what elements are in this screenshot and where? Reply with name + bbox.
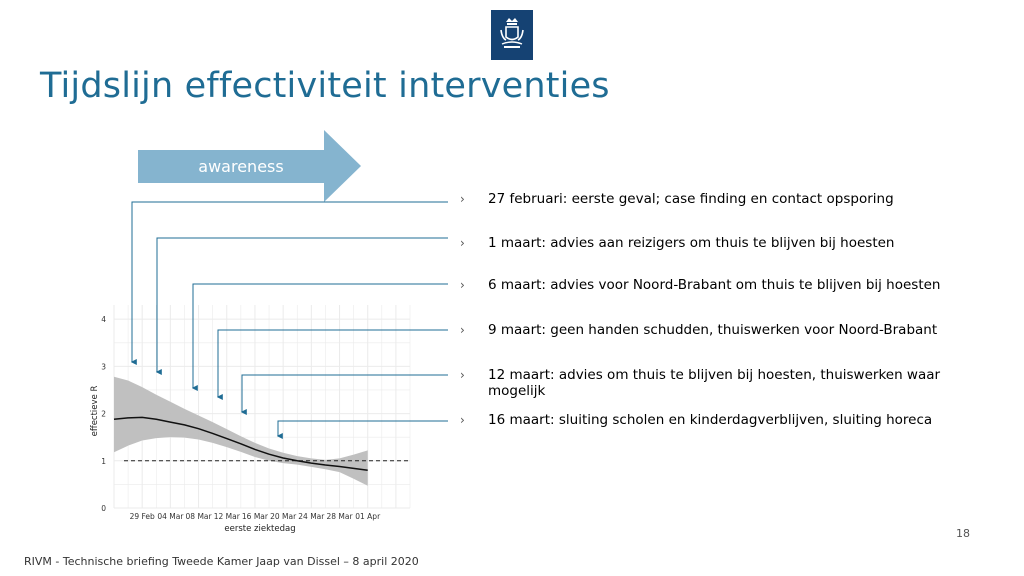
awareness-label: awareness bbox=[198, 157, 284, 176]
x-tick-labels bbox=[130, 512, 381, 521]
x-tick-label: 24 Mar bbox=[298, 512, 325, 521]
y-tick-labels bbox=[101, 315, 106, 513]
x-tick-label: 29 Feb bbox=[129, 512, 155, 521]
x-tick-label: 12 Mar bbox=[213, 512, 240, 521]
y-tick-label: 3 bbox=[101, 362, 106, 372]
chevron-right-icon: › bbox=[460, 368, 465, 382]
y-tick-label: 1 bbox=[101, 456, 106, 466]
x-axis-label: eerste ziektedag bbox=[224, 524, 296, 534]
intervention-text: 27 februari: eerste geval; case finding en contact opsporing bbox=[488, 191, 894, 207]
slide-title: Tijdslijn effectiviteit interventies bbox=[40, 66, 610, 106]
intervention-text: 16 maart: sluiting scholen en kinderdagverblijven, sluiting horeca bbox=[488, 412, 933, 428]
intervention-text: 9 maart: geen handen schudden, thuiswerken voor Noord-Brabant bbox=[488, 322, 938, 338]
intervention-text: 6 maart: advies voor Noord-Brabant om thuis te blijven bij hoesten bbox=[488, 277, 941, 293]
intervention-text: 12 maart: advies om thuis te blijven bij hoesten, thuiswerken waar mogelijk bbox=[488, 367, 941, 399]
page-number: 18 bbox=[956, 527, 970, 540]
x-tick-label: 01 Apr bbox=[355, 512, 381, 521]
chevron-right-icon: › bbox=[460, 413, 465, 427]
y-tick-label: 0 bbox=[101, 504, 106, 513]
y-tick-label: 4 bbox=[101, 315, 106, 325]
chevron-right-icon: › bbox=[460, 278, 465, 292]
footer-text: RIVM - Technische briefing Tweede Kamer Jaap van Dissel – 8 april 2020 bbox=[24, 555, 419, 568]
intervention-text: 1 maart: advies aan reizigers om thuis te blijven bij hoesten bbox=[488, 235, 895, 251]
y-tick-label: 2 bbox=[101, 409, 106, 419]
chevron-right-icon: › bbox=[460, 192, 465, 206]
x-tick-label: 28 Mar bbox=[326, 512, 353, 521]
y-axis-label: effectieve R bbox=[90, 385, 100, 437]
x-tick-label: 08 Mar bbox=[185, 512, 212, 521]
chevron-right-icon: › bbox=[460, 236, 465, 250]
x-tick-label: 04 Mar bbox=[157, 512, 184, 521]
x-tick-label: 20 Mar bbox=[270, 512, 297, 521]
awareness-arrow bbox=[138, 130, 361, 202]
x-tick-label: 16 Mar bbox=[241, 512, 268, 521]
chevron-right-icon: › bbox=[460, 323, 465, 337]
